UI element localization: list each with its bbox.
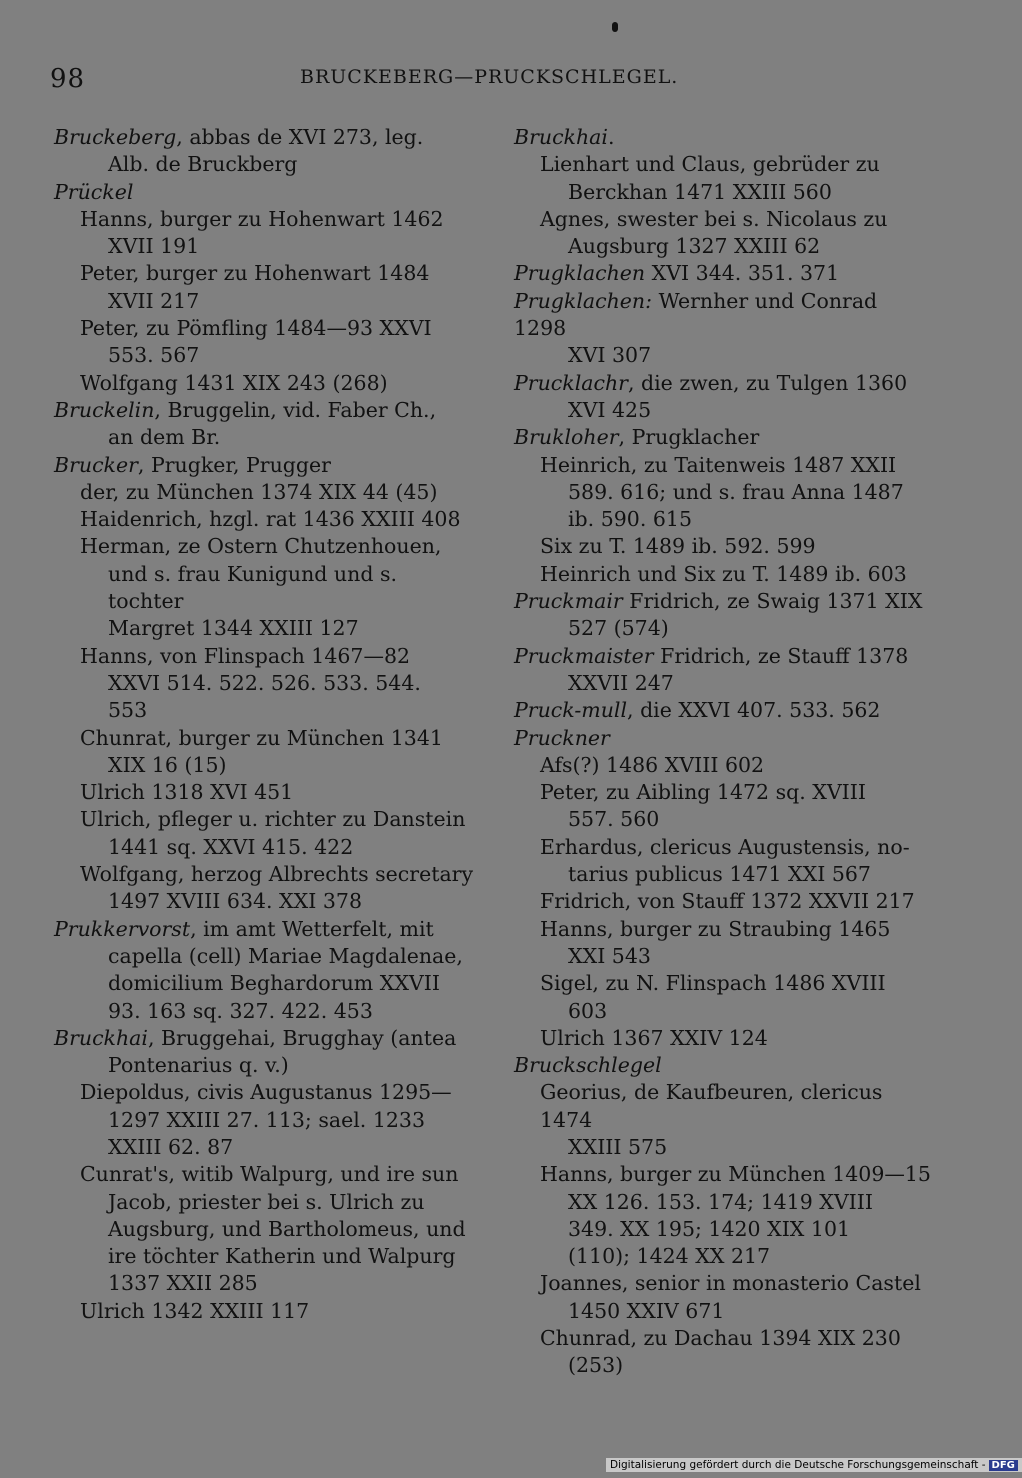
print-mark <box>612 22 618 32</box>
sub-entry-first-line: Georius, de Kaufbeuren, clericus 1474 <box>540 1080 883 1132</box>
sub-entry-first-line: Erhardus, clericus Augustensis, no- <box>540 834 910 859</box>
sub-entry-first-line: Hanns, von Flinspach 1467—82 <box>80 643 411 668</box>
sub-entry <box>514 452 934 534</box>
sub-entry-continuation: 1337 XXII 285 <box>108 1271 258 1296</box>
page-number: 98 <box>50 64 86 94</box>
entry-first-line <box>514 725 934 752</box>
entry-headword: Pruckmair <box>514 589 623 614</box>
entry-first-line <box>514 1052 934 1079</box>
left-column <box>54 124 474 1325</box>
sub-entry-continuation: ib. 590. 615 <box>568 507 693 532</box>
sub-entry <box>514 1025 934 1052</box>
sub-entry <box>514 1325 934 1380</box>
sub-entry-continuation: XXI 543 <box>568 943 651 968</box>
sub-entry <box>54 1161 474 1297</box>
entry-text: , im amt Wetterfelt, mit <box>190 916 434 941</box>
index-entry <box>54 452 474 916</box>
sub-entry <box>514 916 934 971</box>
sub-entry-continuation: Augsburg, und Bartholomeus, und <box>108 1216 466 1241</box>
sub-entry <box>54 506 474 533</box>
entry-continuation: an dem Br. <box>108 425 221 450</box>
sub-entry-first-line: Joannes, senior in monasterio Castel <box>540 1271 921 1296</box>
entry-first-line <box>514 288 934 343</box>
index-entry <box>514 424 934 588</box>
entry-headword: Bruckelin <box>54 397 155 422</box>
sub-entry <box>514 1079 934 1161</box>
sub-entry <box>54 1079 474 1161</box>
index-entry <box>514 288 934 370</box>
entry-headword: Bruckhai <box>54 1025 148 1050</box>
sub-entry <box>514 206 934 261</box>
sub-entry-first-line: Peter, burger zu Hohenwart 1484 <box>80 261 430 286</box>
entry-headword: Prugklachen: <box>514 288 653 313</box>
index-entry <box>514 697 934 724</box>
index-entry <box>514 124 934 260</box>
entry-first-line <box>54 1025 474 1052</box>
sub-entry <box>54 643 474 725</box>
index-entry <box>514 643 934 698</box>
sub-entry-first-line: Six zu T. 1489 ib. 592. 599 <box>540 534 816 559</box>
sub-entry-continuation: (253) <box>568 1353 624 1378</box>
sub-entry <box>54 806 474 861</box>
entry-text: , Bruggehai, Brugghay (antea <box>147 1025 457 1050</box>
sub-entry-first-line: Diepoldus, civis Augustanus 1295— <box>80 1080 452 1105</box>
sub-entry-continuation: und s. frau Kunigund und s. tochter <box>108 561 398 614</box>
entry-continuation: Alb. de Bruckberg <box>108 152 298 177</box>
sub-entry <box>514 888 934 915</box>
sub-entry <box>54 206 474 261</box>
entry-first-line <box>54 179 474 206</box>
entry-first-line <box>54 452 474 479</box>
sub-entry <box>54 725 474 780</box>
sub-entry <box>54 861 474 916</box>
footer-text: Digitalisierung gefördert durch die Deutsche Forschungsgemeinschaft - <box>610 1459 986 1471</box>
entry-headword: Bruckschlegel <box>514 1053 662 1078</box>
entry-continuation: XVI 307 <box>568 343 652 368</box>
entry-headword: Prucklachr <box>514 370 628 395</box>
entry-continuation: XVI 425 <box>568 397 652 422</box>
sub-entry-first-line: Heinrich und Six zu T. 1489 ib. 603 <box>540 561 907 586</box>
sub-entry <box>54 1298 474 1325</box>
sub-entry-continuation: Jacob, priester bei s. Ulrich zu <box>108 1189 425 1214</box>
sub-entry-continuation: tarius publicus 1471 XXI 567 <box>568 862 871 887</box>
entry-first-line <box>54 124 474 151</box>
sub-entry-first-line: Chunrat, burger zu München 1341 <box>80 725 443 750</box>
sub-entry-continuation: XIX 16 (15) <box>108 752 227 777</box>
entry-text: , die XXVI 407. 533. 562 <box>627 698 881 723</box>
entry-continuation: 93. 163 sq. 327. 422. 453 <box>108 998 373 1023</box>
sub-entry-first-line: Ulrich 1318 XVI 451 <box>80 780 294 805</box>
sub-entry-first-line: Ulrich, pfleger u. richter zu Danstein <box>80 807 466 832</box>
sub-entry <box>514 1270 934 1325</box>
index-entry <box>514 260 934 287</box>
sub-entry-first-line: Ulrich 1342 XXIII 117 <box>80 1298 310 1323</box>
sub-entry-continuation: XXVI 514. 522. 526. 533. 544. <box>108 670 421 695</box>
entry-first-line <box>514 588 934 615</box>
sub-entry <box>54 315 474 370</box>
sub-entry-first-line: Afs(?) 1486 XVIII 602 <box>540 752 765 777</box>
sub-entry <box>514 561 934 588</box>
entry-first-line <box>514 424 934 451</box>
index-entry <box>54 397 474 452</box>
sub-entry-continuation: 589. 616; und s. frau Anna 1487 <box>568 479 904 504</box>
entry-text: , Prugklacher <box>618 425 760 450</box>
entry-continuation: Pontenarius q. v.) <box>108 1053 289 1078</box>
sub-entry-continuation: 553 <box>108 698 148 723</box>
sub-entry-first-line: Agnes, swester bei s. Nicolaus zu <box>540 206 888 231</box>
sub-entry-first-line: Cunrat's, witib Walpurg, und ire sun <box>80 1162 459 1187</box>
sub-entry-continuation: 603 <box>568 998 608 1023</box>
sub-entry <box>54 479 474 506</box>
sub-entry-first-line: Peter, zu Pömfling 1484—93 XXVI <box>80 316 432 341</box>
sub-entry-first-line: Chunrad, zu Dachau 1394 XIX 230 <box>540 1326 901 1351</box>
right-column <box>514 124 934 1380</box>
sub-entry-continuation: 1450 XXIV 671 <box>568 1298 725 1323</box>
sub-entry <box>54 779 474 806</box>
index-entry <box>514 725 934 1053</box>
index-entry <box>514 588 934 643</box>
sub-entry-continuation: Berckhan 1471 XXIII 560 <box>568 179 832 204</box>
index-entry <box>514 370 934 425</box>
sub-entry-continuation: XXIII 575 <box>568 1134 668 1159</box>
sub-entry-continuation: 1441 sq. XXVI 415. 422 <box>108 834 354 859</box>
sub-entry <box>54 533 474 642</box>
sub-entry-first-line: Sigel, zu N. Flinspach 1486 XVIII <box>540 971 886 996</box>
sub-entry <box>514 533 934 560</box>
entry-first-line <box>514 260 934 287</box>
sub-entry <box>54 260 474 315</box>
sub-entry-continuation: 553. 567 <box>108 343 200 368</box>
entry-text: , Bruggelin, vid. Faber Ch., <box>154 397 437 422</box>
sub-entry <box>514 779 934 834</box>
sub-entry-continuation: ire töchter Katherin und Walpurg <box>108 1244 456 1269</box>
entry-text: Wernher und Conrad 1298 <box>514 288 878 341</box>
sub-entry-first-line: Ulrich 1367 XXIV 124 <box>540 1025 768 1050</box>
entry-headword: Bruckhai <box>514 125 608 149</box>
entry-text: . <box>607 125 615 149</box>
sub-entry <box>514 151 934 206</box>
entry-first-line <box>54 397 474 424</box>
entry-headword: Pruckner <box>514 725 610 750</box>
index-entry <box>54 1025 474 1325</box>
sub-entry-first-line: Fridrich, von Stauff 1372 XXVII 217 <box>540 889 915 914</box>
index-entry <box>54 124 474 179</box>
sub-entry-continuation: 1497 XVIII 634. XXI 378 <box>108 889 362 914</box>
sub-entry-first-line: Wolfgang, herzog Albrechts secretary <box>80 862 474 887</box>
sub-entry-continuation: XXIII 62. 87 <box>108 1134 234 1159</box>
sub-entry-continuation: 349. XX 195; 1420 XIX 101 <box>568 1216 851 1241</box>
entry-first-line <box>514 124 934 151</box>
dfg-logo: DFG <box>989 1460 1018 1471</box>
sub-entry-first-line: Heinrich, zu Taitenweis 1487 XXII <box>540 452 897 477</box>
entry-first-line <box>54 916 474 943</box>
entry-headword: Prückel <box>54 179 134 204</box>
sub-entry <box>514 752 934 779</box>
running-head: BRUCKEBERG—PRUCKSCHLEGEL. <box>300 66 679 88</box>
sub-entry-first-line: Haidenrich, hzgl. rat 1436 XXIII 408 <box>80 507 461 532</box>
sub-entry-first-line: Hanns, burger zu Straubing 1465 <box>540 916 891 941</box>
entry-first-line <box>514 643 934 670</box>
sub-entry-first-line: Peter, zu Aibling 1472 sq. XVIII <box>540 780 866 805</box>
sub-entry <box>514 970 934 1025</box>
entry-headword: Prukkervorst <box>54 916 191 941</box>
sub-entry <box>514 834 934 889</box>
entry-text: , die zwen, zu Tulgen 1360 <box>627 370 908 395</box>
sub-entry-continuation: XVII 191 <box>108 234 200 259</box>
sub-entry-continuation: 1297 XXIII 27. 113; sael. 1233 <box>108 1107 425 1132</box>
sub-entry-first-line: Lienhart und Claus, gebrüder zu <box>540 152 880 177</box>
entry-text: , abbas de XVI 273, leg. <box>176 125 424 149</box>
sub-entry-continuation: XX 126. 153. 174; 1419 XVIII <box>568 1189 873 1214</box>
entry-continuation: domicilium Beghardorum XXVII <box>108 971 440 996</box>
entry-first-line <box>514 697 934 724</box>
entry-continuation: XXVII 247 <box>568 670 674 695</box>
sub-entry-continuation: 557. 560 <box>568 807 660 832</box>
sub-entry-continuation: Margret 1344 XXIII 127 <box>108 616 359 641</box>
sub-entry-first-line: Hanns, burger zu Hohenwart 1462 <box>80 206 444 231</box>
sub-entry-first-line: Wolfgang 1431 XIX 243 (268) <box>80 370 388 395</box>
entry-continuation: 527 (574) <box>568 616 669 641</box>
entry-first-line <box>514 370 934 397</box>
entry-continuation: capella (cell) Mariae Magdalenae, <box>108 943 463 968</box>
index-entry <box>54 179 474 397</box>
entry-headword: Brucker <box>54 452 138 477</box>
sub-entry-first-line: Herman, ze Ostern Chutzenhouen, <box>80 534 442 559</box>
entry-text: Fridrich, ze Swaig 1371 XIX <box>622 589 923 614</box>
entry-headword: Brukloher <box>514 425 619 450</box>
entry-text: XVI 344. 351. 371 <box>645 261 840 286</box>
entry-headword: Prugklachen <box>514 261 646 286</box>
entry-headword: Pruckmaister <box>514 643 654 668</box>
sub-entry-continuation: Augsburg 1327 XXIII 62 <box>568 234 821 259</box>
sub-entry <box>514 1161 934 1270</box>
footer-credit <box>606 1458 1022 1472</box>
entry-text: Fridrich, ze Stauff 1378 <box>653 643 909 668</box>
sub-entry-continuation: XVII 217 <box>108 288 200 313</box>
entry-headword: Bruckeberg <box>54 125 177 149</box>
sub-entry-first-line: der, zu München 1374 XIX 44 (45) <box>80 479 438 504</box>
index-entry <box>514 1052 934 1380</box>
index-entry <box>54 916 474 1025</box>
sub-entry <box>54 370 474 397</box>
sub-entry-continuation: (110); 1424 XX 217 <box>568 1244 771 1269</box>
entry-text: , Prugker, Prugger <box>137 452 331 477</box>
sub-entry-first-line: Hanns, burger zu München 1409—15 <box>540 1162 931 1187</box>
entry-headword: Pruck-mull <box>514 698 628 723</box>
